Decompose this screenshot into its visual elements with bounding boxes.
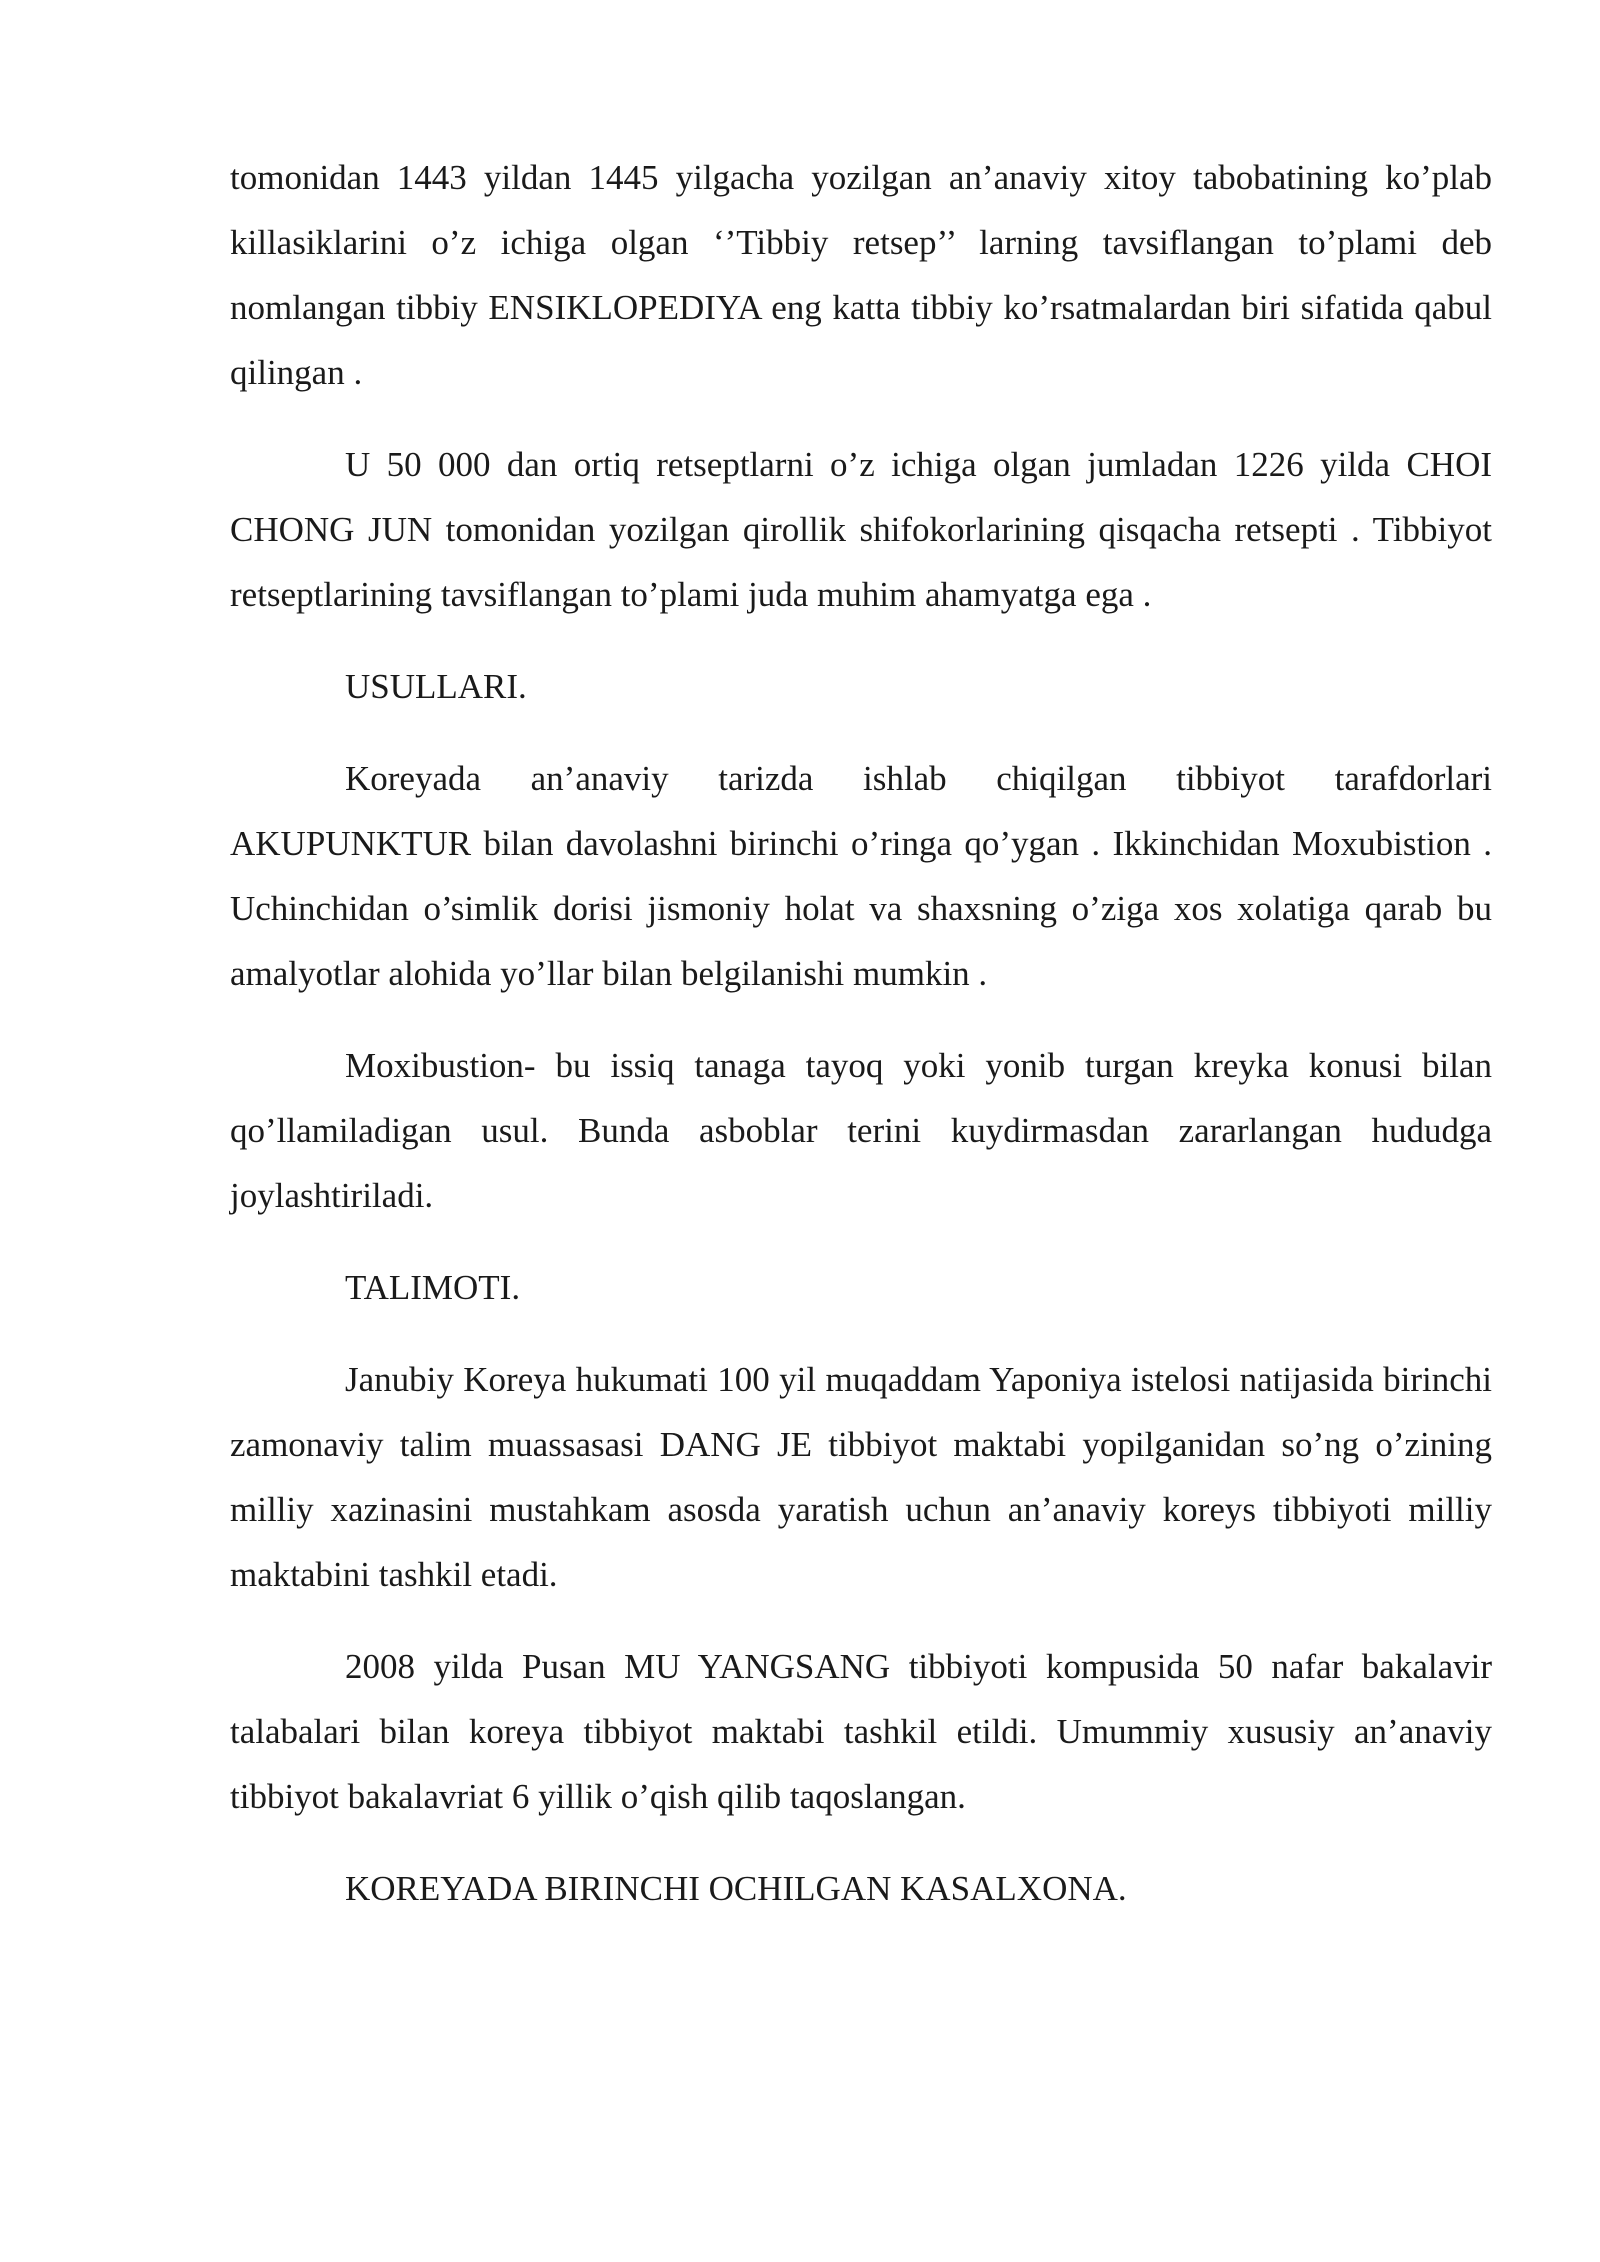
paragraph-intro: tomonidan 1443 yildan 1445 yilgacha yozilgan an’anaviy xitoy tabobatining ko’plab killasiklarini o’z ichiga olgan ‘’Tibbiy retsep’’ larning tavsiflangan to’plami deb nomlangan tibbiy ENSIKLOPEDIYA eng katta tibbiy ko’rsatmalardan biri sifatida qabul qilingan . — [230, 158, 1492, 392]
paragraph-recipes: U 50 000 dan ortiq retseptlarni o’z ichiga olgan jumladan 1226 yilda CHOI CHONG JUN tomonidan yozilgan qirollik shifokorlarining qisqacha retsepti . Tibbiyot retseptlarining tavsiflangan to’plami juda muhim ahamyatga ega . — [230, 445, 1492, 614]
paragraph-moxibustion: Moxibustion- bu issiq tanaga tayoq yoki yonib turgan kreyka konusi bilan qo’llamiladigan usul. Bunda asboblar terini kuydirmasdan zararlangan hududga joylashtiriladi. — [230, 1046, 1492, 1215]
paragraph-education: Janubiy Koreya hukumati 100 yil muqaddam Yaponiya istelosi natijasida birinchi zamonaviy talim muassasasi DANG JE tibbiyot maktabi yopilganidan so’ng o’zining milliy xazinasini mustahkam asosda yaratish uchun an’anaviy koreys tibbiyoti milliy maktabini tashkil etadi. — [230, 1360, 1492, 1594]
section-heading-kasalxona: KOREYADA BIRINCHI OCHILGAN KASALXONA. — [345, 1869, 1127, 1908]
section-heading-usullari: USULLARI. — [345, 667, 527, 706]
paragraph-methods: Koreyada an’anaviy tarizda ishlab chiqilgan tibbiyot tarafdorlari AKUPUNKTUR bilan davolashni birinchi o’ringa qo’ygan . Ikkinchidan Moxubistion . Uchinchidan o’simlik dorisi jismoniy holat va shaxsning o’ziga xos xolatiga qarab bu amalyotlar alohida yo’llar bilan belgilanishi mumkin . — [230, 759, 1492, 993]
paragraph-pusan: 2008 yilda Pusan MU YANGSANG tibbiyoti kompusida 50 nafar bakalavir talabalari bilan koreya tibbiyot maktabi tashkil etildi. Umummiy xususiy an’anaviy tibbiyot bakalavriat 6 yillik o’qish qilib taqoslangan. — [230, 1647, 1492, 1816]
document-body — [230, 145, 1492, 1921]
section-heading-talimoti: TALIMOTI. — [345, 1268, 521, 1307]
